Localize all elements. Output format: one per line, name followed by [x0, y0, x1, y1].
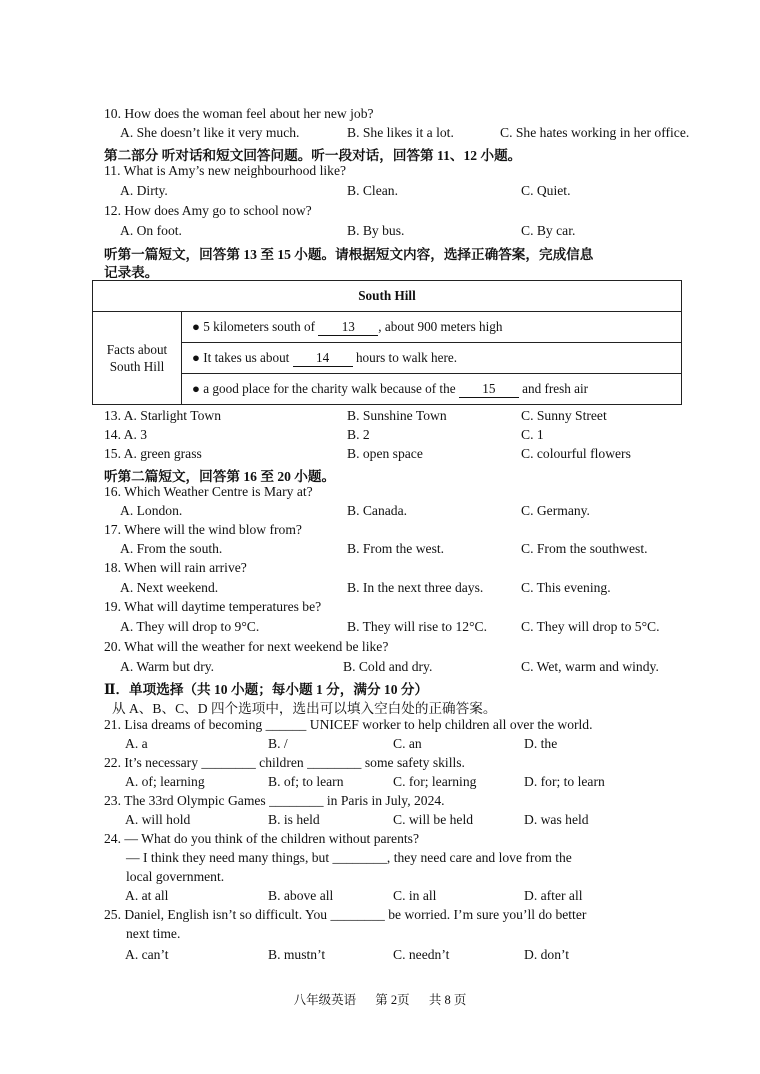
table-row — [93, 343, 682, 374]
option-13-c: C. Sunny Street — [521, 408, 607, 423]
row-header-line-2: South Hill — [109, 359, 165, 374]
option-20-b: B. Cold and dry. — [343, 659, 433, 674]
option-24-a: A. at all — [125, 888, 169, 903]
question-24-line-2: — I think they need many things, but ________, they need care and love from the — [126, 850, 572, 865]
option-23-a: A. will hold — [125, 812, 191, 827]
question-25-line-2: next time. — [126, 926, 181, 941]
option-18-c: C. This evening. — [521, 580, 611, 595]
table-row — [93, 374, 682, 405]
option-10-b: B. She likes it a lot. — [347, 125, 454, 140]
question-24-line-1: 24. — What do you think of the children without parents? — [104, 831, 419, 846]
question-19: 19. What will daytime temperatures be? — [104, 599, 322, 614]
option-23-b: B. is held — [268, 812, 320, 827]
option-25-c: C. needn’t — [393, 947, 450, 962]
option-25-d: D. don’t — [524, 947, 570, 962]
option-19-b: B. They will rise to 12°C. — [347, 619, 487, 634]
page-footer — [0, 990, 760, 1008]
option-16-a: A. London. — [120, 503, 183, 518]
blank-14: 14 — [293, 350, 353, 367]
option-14-b: B. 2 — [347, 427, 370, 442]
option-12-a: A. On foot. — [120, 223, 182, 238]
option-17-b: B. From the west. — [347, 541, 445, 556]
option-24-c: C. in all — [393, 888, 437, 903]
question-20: 20. What will the weather for next weekend be like? — [104, 639, 389, 654]
question-16: 16. Which Weather Centre is Mary at? — [104, 484, 313, 499]
question-17: 17. Where will the wind blow from? — [104, 522, 302, 537]
option-21-d: D. the — [524, 736, 558, 751]
footer-total-pages: 共 8 页 — [428, 993, 467, 1007]
option-19-c: C. They will drop to 5°C. — [521, 619, 660, 634]
question-11: 11. What is Amy’s new neighbourhood like? — [104, 163, 347, 178]
info-record-table — [92, 280, 682, 405]
option-13-b: B. Sunshine Town — [347, 408, 447, 423]
option-15-c: C. colourful flowers — [521, 446, 631, 461]
option-10-c: C. She hates working in her office. — [500, 125, 690, 140]
option-15-b: B. open space — [347, 446, 423, 461]
table-row — [93, 312, 682, 343]
option-13-a: 13. A. Starlight Town — [104, 408, 221, 423]
footer-subject: 八年级英语 — [293, 993, 357, 1007]
question-23: 23. The 33rd Olympic Games ________ in Paris in July, 2024. — [104, 793, 445, 808]
question-24-line-3: local government. — [126, 869, 225, 884]
option-11-a: A. Dirty. — [120, 183, 168, 198]
option-12-b: B. By bus. — [347, 223, 405, 238]
question-21: 21. Lisa dreams of becoming ______ UNICEF worker to help children all over the world. — [104, 717, 593, 732]
option-12-c: C. By car. — [521, 223, 576, 238]
question-25-line-1: 25. Daniel, English isn’t so difficult. You ________ be worried. I’m sure you’ll do better — [104, 907, 587, 922]
table-row-header — [93, 312, 182, 405]
option-10-a: A. She doesn’t like it very much. — [120, 125, 300, 140]
option-21-c: C. an — [393, 736, 422, 751]
option-14-a: 14. A. 3 — [104, 427, 148, 442]
table-cell-fact-3: ● a good place for the charity walk because of the 15 and fresh air — [182, 374, 682, 405]
option-16-c: C. Germany. — [521, 503, 590, 518]
option-23-c: C. will be held — [393, 812, 474, 827]
option-25-b: B. mustn’t — [268, 947, 326, 962]
passage-1-heading-line-2: 记录表。 — [104, 265, 159, 280]
option-22-c: C. for; learning — [393, 774, 477, 789]
option-21-a: A. a — [125, 736, 148, 751]
option-20-c: C. Wet, warm and windy. — [521, 659, 659, 674]
passage-1-heading-line-1: 听第一篇短文，回答第 13 至 15 小题。请根据短文内容，选择正确答案，完成信息 — [104, 247, 594, 262]
option-20-a: A. Warm but dry. — [120, 659, 215, 674]
question-12: 12. How does Amy go to school now? — [104, 203, 312, 218]
option-22-a: A. of; learning — [125, 774, 205, 789]
question-22: 22. It’s necessary ________ children ________ some safety skills. — [104, 755, 465, 770]
option-22-d: D. for; to learn — [524, 774, 605, 789]
option-14-c: C. 1 — [521, 427, 544, 442]
option-11-c: C. Quiet. — [521, 183, 571, 198]
option-17-a: A. From the south. — [120, 541, 223, 556]
option-24-d: D. after all — [524, 888, 583, 903]
blank-13: 13 — [318, 319, 378, 336]
option-25-a: A. can’t — [125, 947, 169, 962]
option-16-b: B. Canada. — [347, 503, 408, 518]
row-header-line-1: Facts about — [106, 342, 168, 357]
option-22-b: B. of; to learn — [268, 774, 344, 789]
option-23-d: D. was held — [524, 812, 589, 827]
option-11-b: B. Clean. — [347, 183, 398, 198]
section-2-heading: 第二部分 听对话和短文回答问题。听一段对话，回答第 11、12 小题。 — [104, 148, 522, 163]
passage-2-heading: 听第二篇短文，回答第 16 至 20 小题。 — [104, 469, 336, 484]
option-18-a: A. Next weekend. — [120, 580, 219, 595]
option-17-c: C. From the southwest. — [521, 541, 648, 556]
question-18: 18. When will rain arrive? — [104, 560, 247, 575]
option-15-a: 15. A. green grass — [104, 446, 202, 461]
footer-page-number: 第 2页 — [375, 993, 410, 1007]
section-ii-instruction: 从 A、B、C、D 四个选项中，选出可以填入空白处的正确答案。 — [112, 701, 497, 716]
option-18-b: B. In the next three days. — [347, 580, 484, 595]
question-10: 10. How does the woman feel about her new job? — [104, 106, 374, 121]
option-24-b: B. above all — [268, 888, 334, 903]
blank-15: 15 — [459, 381, 519, 398]
section-ii-heading: Ⅱ．单项选择（共 10 小题；每小题 1 分，满分 10 分） — [104, 682, 429, 697]
table-cell-fact-1: ● 5 kilometers south of 13 , about 900 meters high — [182, 312, 682, 343]
table-title: South Hill — [93, 281, 682, 312]
table-cell-fact-2: ● It takes us about 14 hours to walk here. — [182, 343, 682, 374]
option-19-a: A. They will drop to 9°C. — [120, 619, 260, 634]
option-21-b: B. / — [268, 736, 288, 751]
